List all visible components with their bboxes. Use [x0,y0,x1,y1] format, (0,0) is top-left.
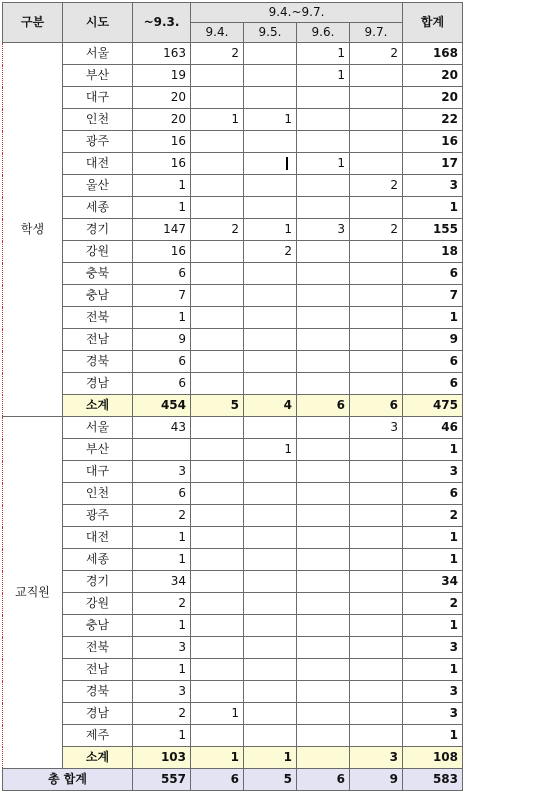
value-cell [350,725,403,747]
value-cell [191,571,244,593]
header-date: 9.5. [244,23,297,43]
subtotal-value: 5 [191,395,244,417]
value-cell: 1 [133,175,191,197]
value-cell: 1 [133,659,191,681]
row-total-cell: 155 [403,219,463,241]
region-cell: 대구 [63,461,133,483]
value-cell: 43 [133,417,191,439]
value-cell [350,65,403,87]
value-cell [350,263,403,285]
cursor-mark [286,157,288,170]
table-row [3,549,463,571]
value-cell [350,373,403,395]
value-cell: 6 [133,373,191,395]
value-cell [350,637,403,659]
value-cell [350,483,403,505]
value-cell [350,153,403,175]
table-body [3,43,463,791]
value-cell: 20 [133,109,191,131]
value-cell: 1 [244,439,297,461]
region-cell: 세종 [63,197,133,219]
table-row [3,175,463,197]
row-total-cell: 20 [403,87,463,109]
region-cell: 경남 [63,373,133,395]
value-cell [191,175,244,197]
value-cell [191,593,244,615]
value-cell: 20 [133,87,191,109]
subtotal-row [3,395,463,417]
row-total-cell: 1 [403,307,463,329]
value-cell [350,109,403,131]
subtotal-value: 6 [350,395,403,417]
region-cell: 충남 [63,285,133,307]
table-row [3,131,463,153]
header-until: ~9.3. [133,3,191,43]
row-total-cell: 2 [403,505,463,527]
row-total-cell: 22 [403,109,463,131]
table-row [3,87,463,109]
value-cell [350,615,403,637]
value-cell [350,571,403,593]
value-cell [191,549,244,571]
value-cell: 2 [350,43,403,65]
value-cell: 2 [133,593,191,615]
value-cell [191,65,244,87]
value-cell: 2 [244,241,297,263]
value-cell [244,593,297,615]
row-total-cell: 3 [403,461,463,483]
value-cell: 2 [133,703,191,725]
row-total-cell: 1 [403,197,463,219]
value-cell [297,571,350,593]
table-row [3,637,463,659]
table-container [2,2,463,791]
grand-total-value: 6 [191,769,244,791]
value-cell: 1 [244,109,297,131]
subtotal-value: 3 [350,747,403,769]
table-row [3,197,463,219]
row-total-cell: 1 [403,615,463,637]
row-total-cell: 1 [403,725,463,747]
value-cell [297,197,350,219]
header-date: 9.4. [191,23,244,43]
value-cell [244,329,297,351]
table-row [3,571,463,593]
table-row [3,439,463,461]
value-cell: 3 [133,461,191,483]
region-cell: 대구 [63,87,133,109]
value-cell [244,549,297,571]
value-cell [244,87,297,109]
subtotal-value: 6 [297,395,350,417]
value-cell [191,329,244,351]
region-cell: 충남 [63,615,133,637]
row-total-cell: 34 [403,571,463,593]
grand-total-value: 6 [297,769,350,791]
value-cell [244,175,297,197]
value-cell: 1 [133,527,191,549]
subtotal-value: 1 [191,747,244,769]
value-cell: 7 [133,285,191,307]
header-category: 구분 [3,3,63,43]
table-row [3,109,463,131]
value-cell: 6 [133,263,191,285]
value-cell: 9 [133,329,191,351]
row-total-cell: 20 [403,65,463,87]
region-cell: 부산 [63,65,133,87]
value-cell [244,615,297,637]
header-row-top [3,3,463,23]
value-cell [350,461,403,483]
value-cell [297,703,350,725]
value-cell: 1 [133,307,191,329]
value-cell [191,659,244,681]
value-cell: 6 [133,351,191,373]
value-cell [191,505,244,527]
value-cell [297,505,350,527]
value-cell [244,285,297,307]
grand-total-label: 총 합계 [3,769,133,791]
value-cell [297,725,350,747]
value-cell [244,527,297,549]
value-cell [297,263,350,285]
value-cell [350,593,403,615]
row-total-cell: 1 [403,527,463,549]
row-total-cell: 6 [403,373,463,395]
value-cell [297,373,350,395]
region-cell: 경기 [63,571,133,593]
value-cell [297,439,350,461]
value-cell: 1 [133,549,191,571]
region-cell: 대전 [63,527,133,549]
value-cell [244,505,297,527]
value-cell [297,241,350,263]
value-cell [297,527,350,549]
region-cell: 경북 [63,351,133,373]
row-total-cell: 7 [403,285,463,307]
value-cell [191,87,244,109]
value-cell [244,263,297,285]
value-cell: 1 [191,703,244,725]
region-cell: 인천 [63,109,133,131]
value-cell [244,725,297,747]
subtotal-label: 소계 [63,747,133,769]
value-cell [191,351,244,373]
table-row [3,351,463,373]
value-cell [244,373,297,395]
value-cell [297,329,350,351]
subtotal-row [3,747,463,769]
value-cell [350,439,403,461]
value-cell [350,87,403,109]
value-cell: 1 [133,725,191,747]
value-cell: 2 [133,505,191,527]
value-cell [297,285,350,307]
group-label: 학생 [3,43,63,417]
region-cell: 울산 [63,175,133,197]
value-cell: 3 [297,219,350,241]
region-cell: 전북 [63,307,133,329]
value-cell [191,527,244,549]
case-count-table [2,2,463,791]
value-cell [297,461,350,483]
row-total-cell: 17 [403,153,463,175]
region-cell: 전남 [63,659,133,681]
value-cell [244,659,297,681]
value-cell: 1 [244,219,297,241]
value-cell [191,241,244,263]
value-cell [350,505,403,527]
value-cell [350,703,403,725]
value-cell [297,659,350,681]
value-cell [191,197,244,219]
table-row [3,659,463,681]
value-cell: 163 [133,43,191,65]
value-cell [297,109,350,131]
header-date: 9.6. [297,23,350,43]
region-cell: 광주 [63,131,133,153]
value-cell [191,681,244,703]
row-total-cell: 18 [403,241,463,263]
value-cell [244,65,297,87]
value-cell [244,417,297,439]
table-row [3,505,463,527]
value-cell [133,439,191,461]
row-total-cell: 46 [403,417,463,439]
value-cell [191,615,244,637]
grand-total-total: 583 [403,769,463,791]
subtotal-value: 1 [244,747,297,769]
value-cell: 6 [133,483,191,505]
row-total-cell: 3 [403,175,463,197]
table-row [3,241,463,263]
value-cell [244,197,297,219]
value-cell: 16 [133,153,191,175]
value-cell [244,307,297,329]
table-row [3,219,463,241]
subtotal-total: 475 [403,395,463,417]
table-row [3,527,463,549]
value-cell [297,417,350,439]
row-total-cell: 3 [403,703,463,725]
value-cell [297,549,350,571]
value-cell [244,351,297,373]
value-cell [191,373,244,395]
subtotal-value: 4 [244,395,297,417]
value-cell [297,351,350,373]
value-cell [191,263,244,285]
header-total: 합계 [403,3,463,43]
row-total-cell: 9 [403,329,463,351]
header-region: 시도 [63,3,133,43]
value-cell: 147 [133,219,191,241]
subtotal-value: 454 [133,395,191,417]
value-cell: 1 [133,197,191,219]
value-cell [297,307,350,329]
group-label: 교직원 [3,417,63,769]
value-cell [191,285,244,307]
grand-total-value: 557 [133,769,191,791]
value-cell: 2 [191,219,244,241]
value-cell [350,241,403,263]
row-total-cell: 1 [403,439,463,461]
table-row [3,153,463,175]
region-cell: 경남 [63,703,133,725]
table-row [3,307,463,329]
table-row [3,263,463,285]
subtotal-label: 소계 [63,395,133,417]
table-row [3,65,463,87]
region-cell: 제주 [63,725,133,747]
row-total-cell: 1 [403,549,463,571]
value-cell: 3 [133,681,191,703]
table-row [3,725,463,747]
row-total-cell: 6 [403,263,463,285]
grand-total-row [3,769,463,791]
value-cell [191,417,244,439]
value-cell [244,571,297,593]
region-cell: 경기 [63,219,133,241]
region-cell: 서울 [63,417,133,439]
table-row [3,461,463,483]
region-cell: 강원 [63,241,133,263]
header-date: 9.7. [350,23,403,43]
row-total-cell: 3 [403,637,463,659]
value-cell: 3 [133,637,191,659]
table-row [3,703,463,725]
subtotal-value: 103 [133,747,191,769]
value-cell [244,131,297,153]
grand-total-value: 9 [350,769,403,791]
value-cell [350,527,403,549]
value-cell: 16 [133,241,191,263]
region-cell: 강원 [63,593,133,615]
table-row [3,373,463,395]
grand-total-value: 5 [244,769,297,791]
value-cell [244,703,297,725]
value-cell [244,461,297,483]
row-total-cell: 16 [403,131,463,153]
value-cell [244,483,297,505]
table-row [3,43,463,65]
value-cell [244,153,297,175]
value-cell: 1 [297,43,350,65]
value-cell [350,285,403,307]
value-cell [244,637,297,659]
value-cell [191,153,244,175]
value-cell [297,637,350,659]
value-cell [191,131,244,153]
value-cell [350,681,403,703]
region-cell: 세종 [63,549,133,571]
value-cell: 16 [133,131,191,153]
value-cell [350,197,403,219]
region-cell: 서울 [63,43,133,65]
value-cell: 3 [350,417,403,439]
value-cell: 1 [297,65,350,87]
region-cell: 충북 [63,263,133,285]
table-row [3,417,463,439]
table-row [3,593,463,615]
row-total-cell: 6 [403,483,463,505]
value-cell [191,439,244,461]
table-row [3,681,463,703]
value-cell: 1 [297,153,350,175]
value-cell: 1 [191,109,244,131]
value-cell [350,307,403,329]
row-total-cell: 6 [403,351,463,373]
value-cell [244,43,297,65]
table-row [3,329,463,351]
value-cell: 2 [191,43,244,65]
value-cell [191,483,244,505]
value-cell: 1 [133,615,191,637]
row-total-cell: 1 [403,659,463,681]
value-cell [191,637,244,659]
region-cell: 광주 [63,505,133,527]
table-row [3,483,463,505]
row-total-cell: 2 [403,593,463,615]
subtotal-total: 108 [403,747,463,769]
subtotal-value [297,747,350,769]
value-cell [191,461,244,483]
value-cell [297,483,350,505]
row-total-cell: 168 [403,43,463,65]
value-cell: 2 [350,219,403,241]
region-cell: 전북 [63,637,133,659]
region-cell: 전남 [63,329,133,351]
value-cell: 19 [133,65,191,87]
value-cell [297,615,350,637]
table-row [3,285,463,307]
value-cell [297,593,350,615]
value-cell: 2 [350,175,403,197]
value-cell [350,329,403,351]
value-cell [350,131,403,153]
table-row [3,615,463,637]
region-cell: 대전 [63,153,133,175]
value-cell [350,659,403,681]
value-cell [297,131,350,153]
value-cell: 34 [133,571,191,593]
value-cell [297,681,350,703]
region-cell: 경북 [63,681,133,703]
header-period: 9.4.~9.7. [191,3,403,23]
value-cell [191,307,244,329]
row-total-cell: 3 [403,681,463,703]
value-cell [297,175,350,197]
value-cell [297,87,350,109]
value-cell [350,549,403,571]
value-cell [244,681,297,703]
region-cell: 부산 [63,439,133,461]
value-cell [191,725,244,747]
region-cell: 인천 [63,483,133,505]
value-cell [350,351,403,373]
